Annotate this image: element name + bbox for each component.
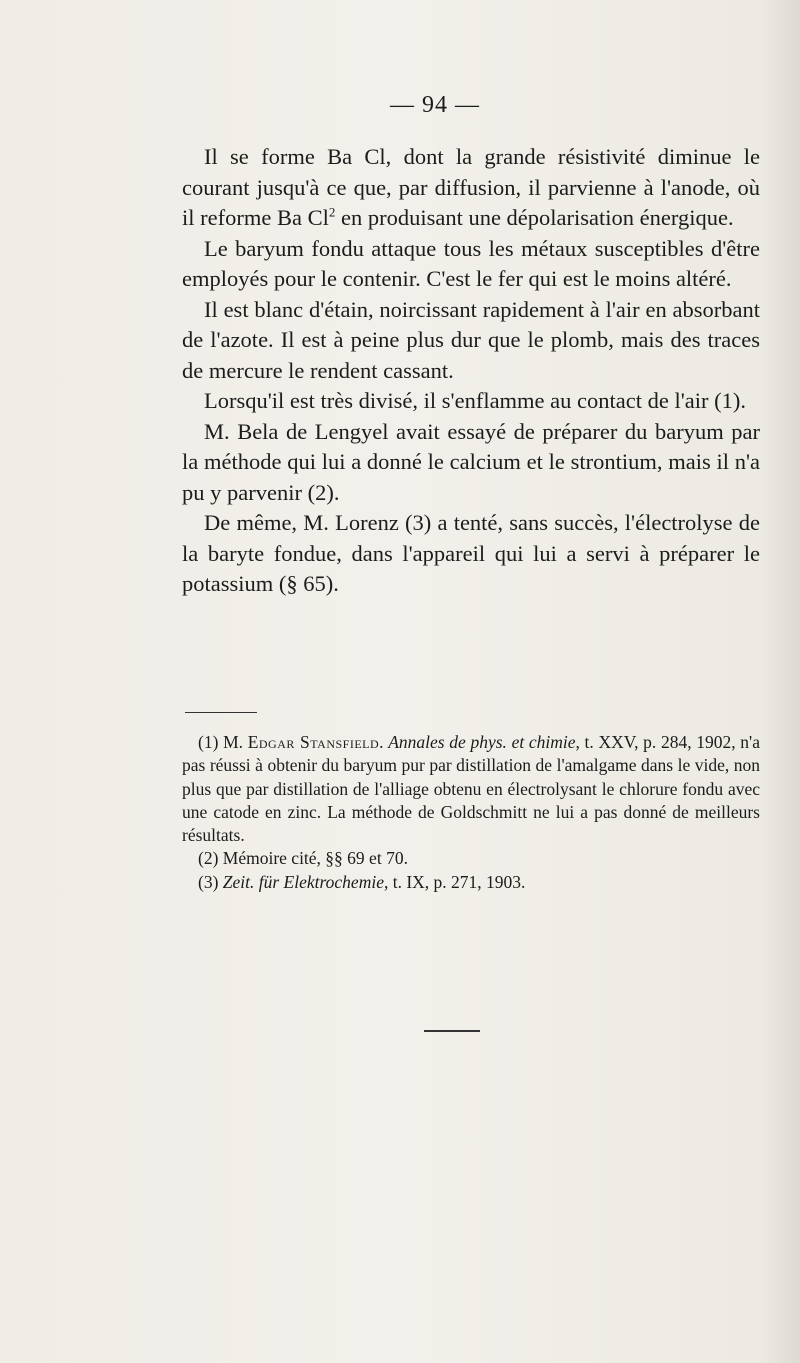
footnote-3-text: , t. IX, p. 271, 1903. xyxy=(383,871,526,892)
footnote-3-marker: (3) xyxy=(198,871,223,892)
paragraph-4: Lorsqu'il est très divisé, il s'enflamme au contact de l'air (1). xyxy=(204,388,746,413)
superscript-2: 2 xyxy=(328,204,336,220)
paragraph-6: De même, M. Lorenz (3) a tenté, sans succès, l'électrolyse de la baryte fondue, dans l'appareil qui lui a servi à préparer le potassium (§ 65). xyxy=(182,510,760,596)
footnote-1-text: , t. XXV, p. 284, 1902, n'a pas réussi à obtenir du baryum pur par distillation de l'amalgame dans le vide, non plus que par distillation de l'alliage obtenu en électrolysant le chlorure fondu avec une catode en zinc. La méthode de Goldschmitt ne lui a pas donné de meilleurs résultats. xyxy=(182,732,760,846)
paragraph-2: Le baryum fondu attaque tous les métaux susceptibles d'être employés pour le contenir. C'est le fer qui est le moins altéré. xyxy=(182,235,760,291)
footnotes xyxy=(182,731,760,894)
footnote-1-author: Edgar Stansfield xyxy=(247,732,380,752)
footnote-1 xyxy=(182,731,760,847)
end-divider xyxy=(424,1030,480,1032)
footnote-1-marker: (1) M. xyxy=(198,732,248,752)
page-number: — 94 — xyxy=(390,92,480,118)
footnote-1-sep: . xyxy=(379,732,389,752)
paragraph-3: Il est blanc d'étain, noircissant rapidement à l'air en absorbant de l'azote. Il est à peine plus dur que le plomb, mais des traces de mercure le rendent cassant. xyxy=(182,296,760,383)
footnote-3 xyxy=(182,871,760,894)
footnote-1-journal: Annales de phys. et chimie xyxy=(388,732,576,752)
paragraph-1-text: Il se forme Ba Cl, dont la grande résistivité diminue le courant jusqu'à ce que, par diffusion, il parvienne à l'anode, où il reforme Ba Cl xyxy=(182,144,760,230)
footnote-2: (2) Mémoire cité, §§ 69 et 70. xyxy=(198,848,408,869)
paragraph-5: M. Bela de Lengyel avait essayé de préparer du baryum par la méthode qui lui a donné le calcium et le strontium, mais il n'a pu y parvenir (2). xyxy=(182,418,760,505)
footnote-3-journal: Zeit. für Elektrochemie xyxy=(222,871,384,892)
main-text xyxy=(182,142,760,600)
paragraph-1 xyxy=(182,142,760,234)
paragraph-1-text-end: en produisant une dépolarisation énergique. xyxy=(335,205,734,230)
footnote-divider xyxy=(185,712,257,713)
